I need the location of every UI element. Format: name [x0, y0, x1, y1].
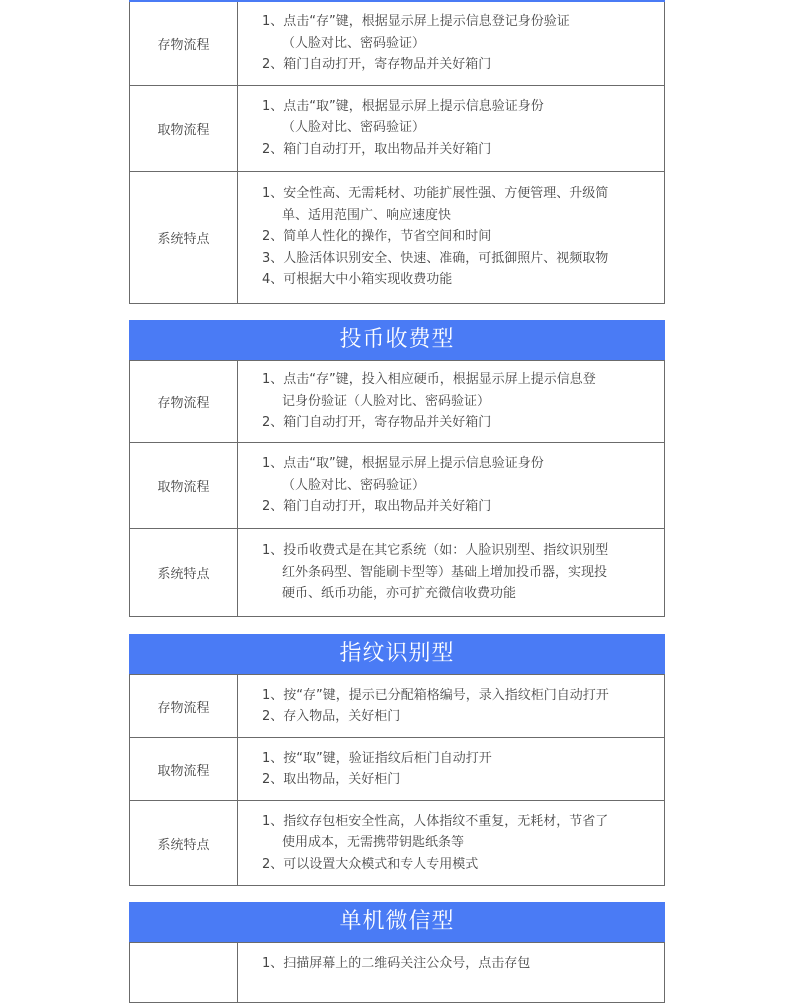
row-label: 存物流程: [130, 361, 238, 443]
section-title: 投币收费型: [129, 320, 665, 360]
row-label: 系统特点: [130, 801, 238, 886]
content-line: 1、按“存”键，提示已分配箱格编号，录入指纹柜门自动打开: [262, 687, 609, 703]
content-line: 1、点击“存”键，根据显示屏上提示信息登记身份验证: [262, 14, 570, 29]
content-line: 2、取出物品，关好柜门: [262, 772, 401, 787]
content-line: 硬币、纸币功能，亦可扩充微信收费功能: [282, 586, 517, 602]
row-content: [238, 529, 665, 617]
table-row: [130, 171, 665, 303]
content-line: （人脸对比、密码验证）: [282, 120, 426, 136]
content-line: 单、适用范围广、响应速度快: [282, 207, 452, 223]
content-line: 2、存入物品，关好柜门: [262, 709, 401, 724]
content-line: 1、投币收费式是在其它系统（如：人脸识别型、指纹识别型: [262, 543, 609, 559]
spec-table: [129, 674, 665, 886]
row-content: [238, 85, 665, 171]
row-label: 取物流程: [130, 738, 238, 801]
content-line: 1、按“取”键，验证指纹后柜门自动打开: [262, 750, 492, 766]
content-line: 2、可以设置大众模式和专人专用模式: [262, 856, 479, 872]
section-title: 指纹识别型: [129, 634, 665, 674]
row-content: [238, 443, 665, 529]
row-label: 系统特点: [130, 171, 238, 303]
content-line: 1、点击“存”键，投入相应硬币，根据显示屏上提示信息登: [262, 372, 596, 388]
section-face-recognition: [129, 0, 665, 304]
spec-table: [129, 0, 665, 304]
row-label: 取物流程: [130, 443, 238, 529]
content-line: 2、简单人性化的操作，节省空间和时间: [262, 229, 492, 245]
content-line: 2、箱门自动打开，寄存物品并关好箱门: [262, 415, 492, 431]
section-title: 单机微信型: [129, 902, 665, 942]
content-line: 1、指纹存包柜安全性高，人体指纹不重复，无耗材，节省了: [262, 813, 609, 829]
row-content: [238, 675, 665, 738]
table-row: [130, 529, 665, 617]
content-line: 1、点击“取”键，根据显示屏上提示信息验证身份: [262, 98, 544, 114]
table-row: [130, 943, 665, 1003]
content-line: 2、箱门自动打开，取出物品并关好箱门: [262, 499, 492, 515]
table-row: [130, 675, 665, 738]
row-content: [238, 801, 665, 886]
content-line: 3、人脸活体识别安全、快速、准确，可抵御照片、视频取物: [262, 250, 609, 266]
row-label: 存物流程: [130, 1, 238, 85]
row-label: [130, 943, 238, 1003]
row-content: [238, 738, 665, 801]
content-line: 1、点击“取”键，根据显示屏上提示信息验证身份: [262, 456, 544, 472]
content-line: 记身份验证（人脸对比、密码验证）: [282, 393, 491, 409]
row-label: 存物流程: [130, 675, 238, 738]
content-line: 2、箱门自动打开，寄存物品并关好箱门: [262, 57, 492, 72]
content-line: 4、可根据大中小箱实现收费功能: [262, 272, 453, 288]
section-coin-operated: [129, 320, 665, 617]
spec-table: [129, 942, 665, 1003]
content-line: 红外条码型、智能刷卡型等）基础上增加投币器，实现投: [282, 564, 608, 580]
table-row: [130, 1, 665, 85]
row-label: 取物流程: [130, 85, 238, 171]
row-content: [238, 361, 665, 443]
section-fingerprint: [129, 634, 665, 886]
content-line: 1、扫描屏幕上的二维码关注公众号，点击存包: [262, 956, 531, 971]
table-row: [130, 443, 665, 529]
row-content: [238, 943, 665, 1003]
spec-table: [129, 360, 665, 617]
table-row: [130, 361, 665, 443]
content-line: （人脸对比、密码验证）: [282, 477, 426, 493]
table-row: [130, 85, 665, 171]
content-line: 1、安全性高、无需耗材、功能扩展性强、方便管理、升级简: [262, 186, 609, 202]
table-row: [130, 738, 665, 801]
row-label: 系统特点: [130, 529, 238, 617]
row-content: [238, 1, 665, 85]
content-line: 2、箱门自动打开，取出物品并关好箱门: [262, 141, 492, 157]
table-row: [130, 801, 665, 886]
content-line: 使用成本，无需携带钥匙纸条等: [282, 835, 465, 851]
row-content: [238, 171, 665, 303]
section-wechat-standalone: [129, 902, 665, 971]
content-line: （人脸对比、密码验证）: [282, 35, 426, 51]
